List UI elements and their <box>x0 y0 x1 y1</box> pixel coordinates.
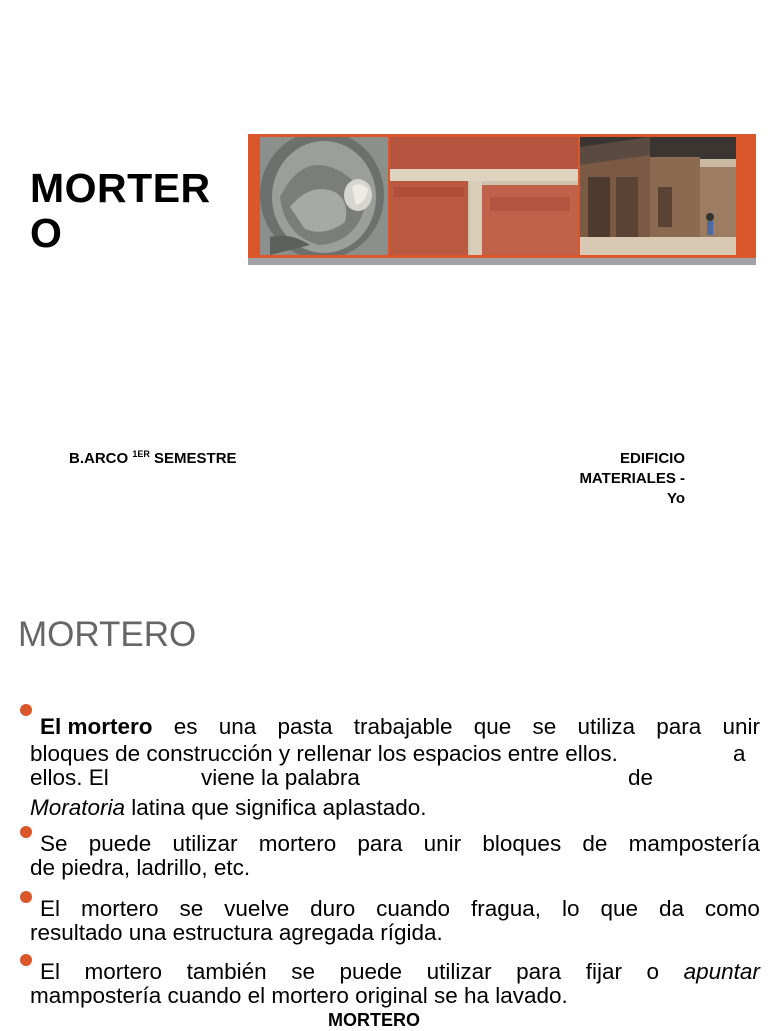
brick-wall-photo <box>390 137 578 255</box>
bullet-4-line-1: El mortero también se puede utilizar para fijar o apuntar <box>40 959 760 984</box>
bullet-2-line-1: Se puede utilizar mortero para unir bloques de mampostería <box>40 831 760 856</box>
slide-title: MORTERO <box>30 165 211 256</box>
bullet-dot <box>20 704 32 716</box>
banner-shadow <box>248 258 756 265</box>
bullet-1-line-2-end: a <box>733 741 746 766</box>
bullet-1-line-1: El mortero es una pasta trabajable que se utiliza para unir <box>40 714 760 739</box>
course-label: B.ARCO $^{1ER}$ SEMESTRE <box>69 449 237 467</box>
street-photo <box>580 137 736 255</box>
bullet-1-line-4: Moratoria latina que significa aplastado. <box>30 795 427 820</box>
bullet-3-line-1: El mortero se vuelve duro cuando fragua, lo que da como <box>40 896 760 921</box>
bullet-1-line-3-b: viene la palabra <box>201 765 360 790</box>
bullet-dot <box>20 954 32 966</box>
bullet-3-line-2: resultado una estructura agregada rígida. <box>30 920 443 945</box>
bullet-1-line-3-c: de <box>628 765 654 790</box>
cut-off-heading: MORTERO <box>328 1010 420 1030</box>
bullet-dot <box>20 891 32 903</box>
mortar-bucket-photo <box>260 137 388 255</box>
section-heading: MORTERO <box>18 615 197 654</box>
bullet-1-line-2: bloques de construcción y rellenar los espacios entre ellos. <box>30 741 618 766</box>
bullet-1-line-3-a: ellos. El <box>30 765 109 790</box>
subject-label: EDIFICIO MATERIALES - Yo <box>579 450 685 507</box>
bullet-dot <box>20 826 32 838</box>
banner-image <box>248 134 756 258</box>
bullet-2-line-2: de piedra, ladrillo, etc. <box>30 855 251 880</box>
bullet-4-line-2: mampostería cuando el mortero original se ha lavado. <box>30 983 568 1008</box>
